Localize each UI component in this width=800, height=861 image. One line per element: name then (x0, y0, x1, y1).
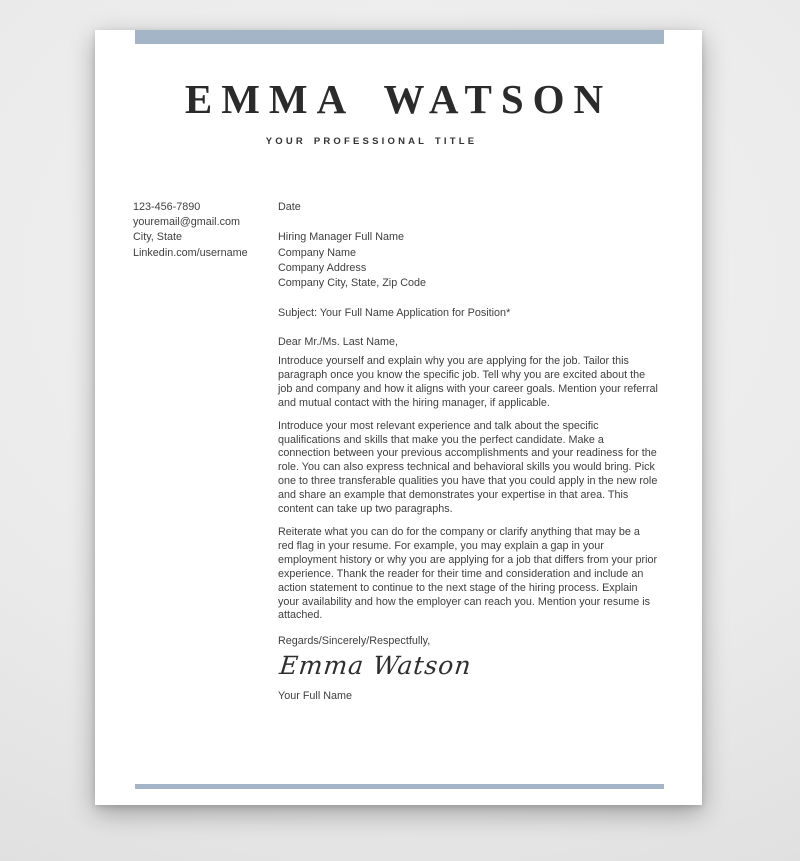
signoff-name: Your Full Name (278, 690, 353, 703)
contact-info (133, 200, 278, 291)
recipient-line-manager: Hiring Manager Full Name (278, 231, 405, 244)
location-text: City, State (133, 231, 183, 244)
recipient-line-city: Company City, State, Zip Code (278, 277, 427, 289)
letter-content (95, 200, 702, 704)
phone-text: 123-456-7890 (133, 201, 201, 213)
recipient-line-company: Company Name (278, 246, 357, 259)
linkedin-text: Linkedin.com/username (133, 246, 248, 259)
recipient-info (278, 200, 658, 291)
bottom-accent-bar (135, 784, 664, 789)
closing-line: Regards/Sincerely/Respectfully, (278, 635, 431, 648)
cover-letter-page (95, 30, 702, 805)
recipient-line-address: Company Address (278, 261, 367, 274)
candidate-name: EMMA WATSON (184, 76, 613, 122)
signature-script: Emma Watson (278, 651, 474, 681)
date-label: Date (278, 201, 301, 213)
letter-paragraph-1: Introduce yourself and explain why you are applying for the job. Tailor this paragraph once you know the specific job. Tell why you are excited about the job and company and how it aligns with your career goals. Mention your referral and mutual contact with the hiring manager, if applicable. (278, 355, 658, 409)
professional-title: YOUR PROFESSIONAL TITLE (265, 136, 478, 147)
letter-body (278, 307, 658, 704)
email-text: youremail@gmail.com (133, 216, 240, 229)
subject-line: Subject: Your Full Name Application for Position* (278, 307, 511, 320)
info-columns (133, 200, 658, 291)
blank-line (278, 215, 658, 230)
top-accent-bar (135, 30, 664, 44)
letter-paragraph-3: Reiterate what you can do for the company or clarify anything that may be a red flag in your resume. For example, you may explain a gap in your employment history or why you are applying for a job that differs from your prior experience. Thank the reader for their time and consideration and include an action statement to continue to the next stage of the hiring process. Explain your availability and how the employer can reach you. Mention your resume is attached. (278, 525, 658, 622)
salutation: Dear Mr./Ms. Last Name, (278, 336, 398, 349)
letter-paragraph-2: Introduce your most relevant experience and talk about the specific qualifications and skills that make you the perfect candidate. Make a connection between your previous accomplishments and your readiness for the role. You can also express technical and behavioral skills you would bring. Pick one to three transferable qualities you have that you could apply in the new role and share an example that demonstrates your expertise in that area. This content can take up two paragraphs. (278, 419, 658, 516)
